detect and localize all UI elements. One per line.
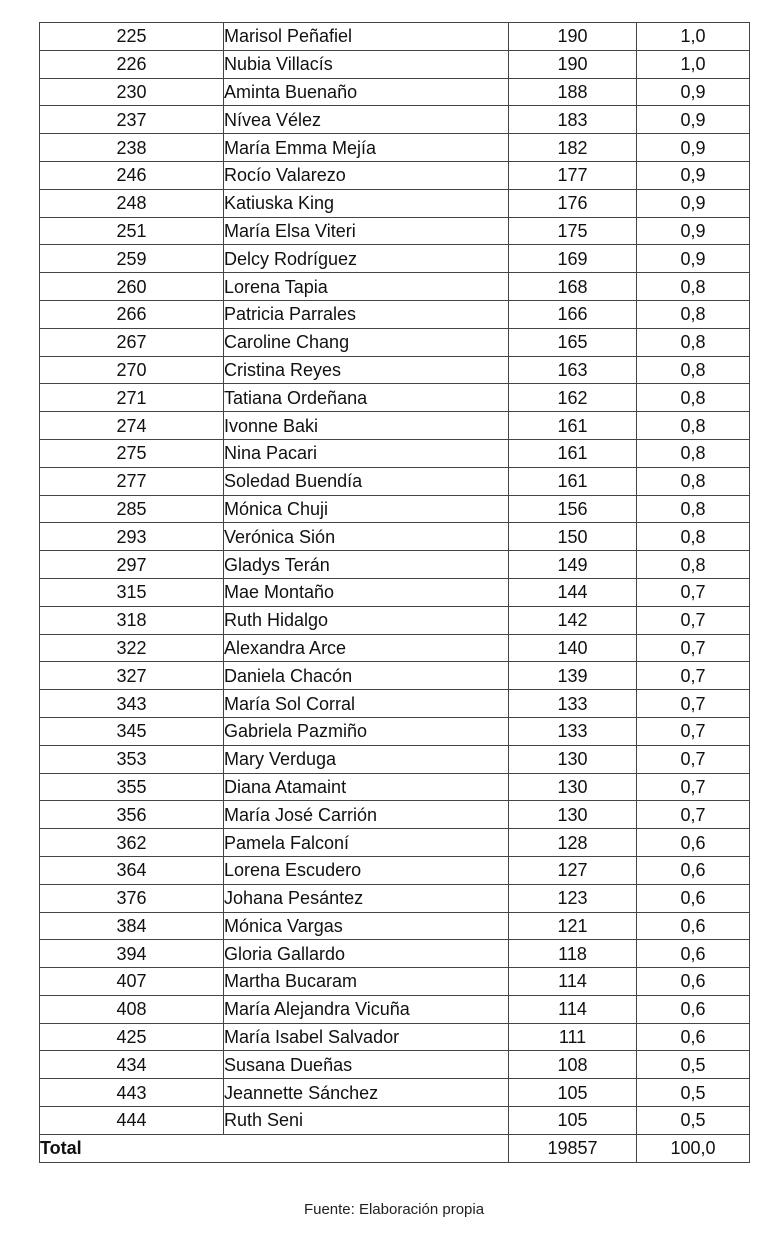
percent-cell: 0,6 — [637, 968, 750, 996]
rank-cell: 322 — [40, 634, 224, 662]
count-cell: 144 — [509, 578, 637, 606]
rank-cell: 355 — [40, 773, 224, 801]
rank-cell: 274 — [40, 412, 224, 440]
table-row — [40, 801, 750, 829]
count-cell: 176 — [509, 189, 637, 217]
percent-cell: 0,8 — [637, 384, 750, 412]
rank-cell: 238 — [40, 134, 224, 162]
table-row — [40, 717, 750, 745]
percent-cell: 0,5 — [637, 1051, 750, 1079]
table-row — [40, 690, 750, 718]
table-row — [40, 1079, 750, 1107]
table-row — [40, 523, 750, 551]
rank-cell: 260 — [40, 273, 224, 301]
name-cell: Delcy Rodríguez — [224, 245, 509, 273]
name-cell: Mary Verduga — [224, 745, 509, 773]
name-cell: María Isabel Salvador — [224, 1023, 509, 1051]
name-cell: María Elsa Viteri — [224, 217, 509, 245]
name-cell: Daniela Chacón — [224, 662, 509, 690]
name-cell: María Sol Corral — [224, 690, 509, 718]
percent-cell: 0,8 — [637, 495, 750, 523]
name-cell: Gladys Terán — [224, 551, 509, 579]
rank-cell: 248 — [40, 189, 224, 217]
percent-cell: 0,9 — [637, 134, 750, 162]
total-label: Total — [40, 1134, 509, 1162]
percent-cell: 0,7 — [637, 773, 750, 801]
count-cell: 140 — [509, 634, 637, 662]
table-row — [40, 23, 750, 51]
name-cell: Johana Pesántez — [224, 884, 509, 912]
rank-cell: 259 — [40, 245, 224, 273]
rank-cell: 277 — [40, 467, 224, 495]
table-row — [40, 578, 750, 606]
count-cell: 105 — [509, 1079, 637, 1107]
table-row — [40, 412, 750, 440]
rank-cell: 408 — [40, 995, 224, 1023]
name-cell: Lorena Escudero — [224, 856, 509, 884]
table-row — [40, 773, 750, 801]
name-cell: Katiuska King — [224, 189, 509, 217]
rank-cell: 271 — [40, 384, 224, 412]
count-cell: 142 — [509, 606, 637, 634]
count-cell: 139 — [509, 662, 637, 690]
percent-cell: 0,9 — [637, 189, 750, 217]
name-cell: María Alejandra Vicuña — [224, 995, 509, 1023]
name-cell: María José Carrión — [224, 801, 509, 829]
percent-cell: 0,9 — [637, 217, 750, 245]
name-cell: Ruth Hidalgo — [224, 606, 509, 634]
count-cell: 127 — [509, 856, 637, 884]
percent-cell: 0,6 — [637, 829, 750, 857]
rank-cell: 327 — [40, 662, 224, 690]
percent-cell: 0,7 — [637, 745, 750, 773]
table-row — [40, 106, 750, 134]
total-count: 19857 — [509, 1134, 637, 1162]
total-row — [40, 1134, 750, 1162]
count-cell: 163 — [509, 356, 637, 384]
percent-cell: 0,6 — [637, 1023, 750, 1051]
count-cell: 111 — [509, 1023, 637, 1051]
rank-cell: 251 — [40, 217, 224, 245]
rank-cell: 285 — [40, 495, 224, 523]
name-cell: Jeannette Sánchez — [224, 1079, 509, 1107]
count-cell: 108 — [509, 1051, 637, 1079]
name-cell: Mae Montaño — [224, 578, 509, 606]
count-cell: 166 — [509, 300, 637, 328]
rank-cell: 407 — [40, 968, 224, 996]
percent-cell: 0,8 — [637, 273, 750, 301]
count-cell: 161 — [509, 467, 637, 495]
percent-cell: 0,6 — [637, 884, 750, 912]
table-row — [40, 634, 750, 662]
percent-cell: 0,7 — [637, 634, 750, 662]
rank-cell: 293 — [40, 523, 224, 551]
name-cell: Cristina Reyes — [224, 356, 509, 384]
table-row — [40, 662, 750, 690]
rank-cell: 376 — [40, 884, 224, 912]
name-cell: Rocío Valarezo — [224, 161, 509, 189]
percent-cell: 0,8 — [637, 523, 750, 551]
name-cell: Lorena Tapia — [224, 273, 509, 301]
rank-cell: 230 — [40, 78, 224, 106]
percent-cell: 0,9 — [637, 245, 750, 273]
count-cell: 105 — [509, 1107, 637, 1135]
count-cell: 121 — [509, 912, 637, 940]
percent-cell: 0,6 — [637, 856, 750, 884]
table-row — [40, 940, 750, 968]
table-row — [40, 189, 750, 217]
table-row — [40, 467, 750, 495]
count-cell: 165 — [509, 328, 637, 356]
name-cell: María Emma Mejía — [224, 134, 509, 162]
rank-cell: 318 — [40, 606, 224, 634]
rank-cell: 343 — [40, 690, 224, 718]
count-cell: 133 — [509, 717, 637, 745]
name-cell: Nívea Vélez — [224, 106, 509, 134]
percent-cell: 0,8 — [637, 356, 750, 384]
table-row — [40, 245, 750, 273]
table-row — [40, 995, 750, 1023]
table-row — [40, 356, 750, 384]
name-cell: Soledad Buendía — [224, 467, 509, 495]
name-cell: Mónica Vargas — [224, 912, 509, 940]
count-cell: 188 — [509, 78, 637, 106]
count-cell: 162 — [509, 384, 637, 412]
count-cell: 183 — [509, 106, 637, 134]
rank-cell: 425 — [40, 1023, 224, 1051]
percent-cell: 0,9 — [637, 106, 750, 134]
percent-cell: 0,6 — [637, 912, 750, 940]
name-cell: Patricia Parrales — [224, 300, 509, 328]
name-cell: Ruth Seni — [224, 1107, 509, 1135]
table-row — [40, 884, 750, 912]
name-cell: Tatiana Ordeñana — [224, 384, 509, 412]
rank-cell: 394 — [40, 940, 224, 968]
rank-cell: 434 — [40, 1051, 224, 1079]
table-row — [40, 1051, 750, 1079]
percent-cell: 0,9 — [637, 161, 750, 189]
percent-cell: 0,7 — [637, 578, 750, 606]
rank-cell: 246 — [40, 161, 224, 189]
count-cell: 169 — [509, 245, 637, 273]
table-row — [40, 968, 750, 996]
name-cell: Nina Pacari — [224, 439, 509, 467]
percent-cell: 0,8 — [637, 467, 750, 495]
percent-cell: 0,9 — [637, 78, 750, 106]
percent-cell: 1,0 — [637, 50, 750, 78]
percent-cell: 0,7 — [637, 662, 750, 690]
table-row — [40, 50, 750, 78]
count-cell: 182 — [509, 134, 637, 162]
rank-cell: 345 — [40, 717, 224, 745]
count-cell: 114 — [509, 995, 637, 1023]
rank-cell: 226 — [40, 50, 224, 78]
percent-cell: 0,6 — [637, 995, 750, 1023]
rank-cell: 237 — [40, 106, 224, 134]
count-cell: 175 — [509, 217, 637, 245]
rank-cell: 275 — [40, 439, 224, 467]
name-cell: Susana Dueñas — [224, 1051, 509, 1079]
count-cell: 177 — [509, 161, 637, 189]
table-row — [40, 300, 750, 328]
name-cell: Pamela Falconí — [224, 829, 509, 857]
percent-cell: 0,8 — [637, 328, 750, 356]
count-cell: 150 — [509, 523, 637, 551]
table-row — [40, 134, 750, 162]
table-body — [40, 23, 750, 1135]
count-cell: 130 — [509, 801, 637, 829]
name-cell: Marisol Peñafiel — [224, 23, 509, 51]
percent-cell: 0,8 — [637, 300, 750, 328]
percent-cell: 0,8 — [637, 439, 750, 467]
count-cell: 114 — [509, 968, 637, 996]
percent-cell: 0,7 — [637, 690, 750, 718]
name-cell: Martha Bucaram — [224, 968, 509, 996]
table-row — [40, 551, 750, 579]
table-row — [40, 495, 750, 523]
table-row — [40, 384, 750, 412]
percent-cell: 0,6 — [637, 940, 750, 968]
name-cell: Mónica Chuji — [224, 495, 509, 523]
count-cell: 156 — [509, 495, 637, 523]
rank-cell: 362 — [40, 829, 224, 857]
percent-cell: 0,5 — [637, 1107, 750, 1135]
rank-cell: 225 — [40, 23, 224, 51]
rank-cell: 443 — [40, 1079, 224, 1107]
count-cell: 130 — [509, 773, 637, 801]
percent-cell: 1,0 — [637, 23, 750, 51]
rank-cell: 315 — [40, 578, 224, 606]
ranking-table — [39, 22, 750, 1163]
count-cell: 168 — [509, 273, 637, 301]
rank-cell: 364 — [40, 856, 224, 884]
table-row — [40, 829, 750, 857]
table-row — [40, 745, 750, 773]
name-cell: Caroline Chang — [224, 328, 509, 356]
name-cell: Ivonne Baki — [224, 412, 509, 440]
count-cell: 128 — [509, 829, 637, 857]
table-row — [40, 328, 750, 356]
table-row — [40, 273, 750, 301]
percent-cell: 0,7 — [637, 717, 750, 745]
name-cell: Aminta Buenaño — [224, 78, 509, 106]
count-cell: 149 — [509, 551, 637, 579]
table-row — [40, 1023, 750, 1051]
name-cell: Alexandra Arce — [224, 634, 509, 662]
table-row — [40, 606, 750, 634]
name-cell: Nubia Villacís — [224, 50, 509, 78]
rank-cell: 266 — [40, 300, 224, 328]
percent-cell: 0,8 — [637, 551, 750, 579]
table-row — [40, 1107, 750, 1135]
rank-cell: 444 — [40, 1107, 224, 1135]
count-cell: 161 — [509, 412, 637, 440]
count-cell: 161 — [509, 439, 637, 467]
table-row — [40, 912, 750, 940]
count-cell: 118 — [509, 940, 637, 968]
rank-cell: 267 — [40, 328, 224, 356]
name-cell: Gabriela Pazmiño — [224, 717, 509, 745]
source-note: Fuente: Elaboración propia — [303, 1201, 485, 1218]
percent-cell: 0,8 — [637, 412, 750, 440]
table-row — [40, 161, 750, 189]
rank-cell: 297 — [40, 551, 224, 579]
rank-cell: 356 — [40, 801, 224, 829]
name-cell: Verónica Sión — [224, 523, 509, 551]
rank-cell: 270 — [40, 356, 224, 384]
count-cell: 130 — [509, 745, 637, 773]
count-cell: 190 — [509, 23, 637, 51]
table-row — [40, 78, 750, 106]
percent-cell: 0,5 — [637, 1079, 750, 1107]
table-row — [40, 856, 750, 884]
total-percent: 100,0 — [637, 1134, 750, 1162]
name-cell: Diana Atamaint — [224, 773, 509, 801]
table-row — [40, 439, 750, 467]
count-cell: 190 — [509, 50, 637, 78]
rank-cell: 353 — [40, 745, 224, 773]
count-cell: 133 — [509, 690, 637, 718]
table-row — [40, 217, 750, 245]
percent-cell: 0,7 — [637, 801, 750, 829]
count-cell: 123 — [509, 884, 637, 912]
rank-cell: 384 — [40, 912, 224, 940]
percent-cell: 0,7 — [637, 606, 750, 634]
name-cell: Gloria Gallardo — [224, 940, 509, 968]
